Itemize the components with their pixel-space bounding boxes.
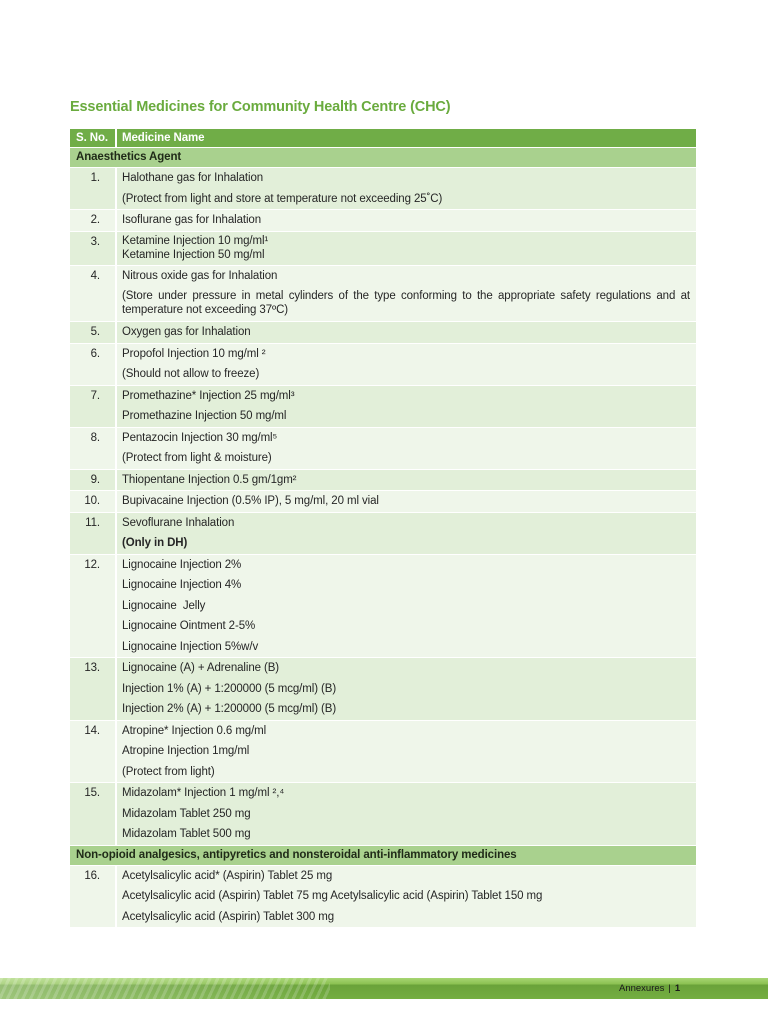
serial-number: 12. — [70, 554, 116, 658]
medicine-line: (Store under pressure in metal cylinders of the type conforming to the appropriate safety regulations and at temperature not exceeding 37ºC) — [122, 290, 694, 316]
medicine-name-cell — [116, 265, 696, 322]
serial-number: 1. — [70, 168, 116, 210]
section-title: Non-opioid analgesics, antipyretics and nonsteroidal anti-inflammatory medicines — [70, 845, 696, 865]
medicine-line: Lignocaine Injection 2% — [122, 558, 242, 571]
medicine-line: Isoflurane gas for Inhalation — [122, 214, 262, 226]
medicine-row — [70, 168, 696, 210]
serial-number: 4. — [70, 265, 116, 322]
medicine-line: Promethazine* Injection 25 mg/ml³ — [122, 389, 295, 402]
medicine-name-cell — [116, 865, 696, 928]
page-footer — [619, 983, 680, 995]
serial-number: 8. — [70, 427, 116, 469]
medicine-name-cell — [116, 322, 696, 344]
medicine-row — [70, 343, 696, 385]
medicine-name-cell — [116, 231, 696, 265]
section-title: Anaesthetics Agent — [70, 148, 696, 168]
serial-number: 9. — [70, 469, 116, 491]
medicine-line: Lignocaine Ointment 2-5% — [122, 620, 256, 632]
medicine-row — [70, 658, 696, 721]
section-row — [70, 845, 696, 865]
medicine-line: Bupivacaine Injection (0.5% IP), 5 mg/ml, 20 ml vial — [122, 495, 379, 507]
page-title: Essential Medicines for Community Health Centre (CHC) — [70, 99, 451, 115]
medicine-name-cell — [116, 385, 696, 427]
medicine-line: Propofol Injection 10 mg/ml ² — [122, 347, 266, 360]
medicine-row — [70, 512, 696, 554]
serial-number: 5. — [70, 322, 116, 344]
section-row — [70, 148, 696, 168]
medicine-table — [70, 129, 696, 928]
medicine-row — [70, 720, 696, 783]
medicine-row — [70, 265, 696, 322]
medicine-line: Midazolam Tablet 250 mg — [122, 807, 251, 820]
medicine-name-cell — [116, 720, 696, 783]
medicine-line: Ketamine Injection 10 mg/ml¹ — [122, 234, 269, 247]
medicine-line: Midazolam Tablet 500 mg — [122, 828, 251, 840]
medicine-line: Lignocaine Jelly — [122, 599, 206, 612]
medicine-line: Atropine* Injection 0.6 mg/ml — [122, 724, 267, 737]
serial-number: 14. — [70, 720, 116, 783]
medicine-name-column-header: Medicine Name — [116, 129, 696, 148]
medicine-row — [70, 322, 696, 344]
serial-number: 3. — [70, 231, 116, 265]
medicine-name-cell — [116, 343, 696, 385]
medicine-line: Lignocaine Injection 4% — [122, 579, 242, 591]
footer-section-label: Annexures — [619, 983, 665, 994]
medicine-line: (Protect from light) — [122, 765, 215, 778]
medicine-table-body — [70, 148, 696, 928]
medicine-name-cell — [116, 469, 696, 491]
medicine-line: Ketamine Injection 50 mg/ml — [122, 249, 265, 261]
serial-number: 2. — [70, 210, 116, 232]
medicine-row — [70, 491, 696, 513]
medicine-line: (Should not allow to freeze) — [122, 368, 260, 380]
medicine-line: Nitrous oxide gas for Inhalation — [122, 269, 278, 282]
medicine-name-cell — [116, 491, 696, 513]
serial-number: 16. — [70, 865, 116, 928]
medicine-name-cell — [116, 554, 696, 658]
medicine-row — [70, 385, 696, 427]
medicine-line: Promethazine Injection 50 mg/ml — [122, 410, 287, 422]
sno-column-header: S. No. — [70, 129, 116, 148]
serial-number: 11. — [70, 512, 116, 554]
medicine-row — [70, 427, 696, 469]
serial-number: 10. — [70, 491, 116, 513]
medicine-row — [70, 865, 696, 928]
medicine-name-cell — [116, 168, 696, 210]
medicine-name-cell — [116, 427, 696, 469]
medicine-name-cell — [116, 658, 696, 721]
header-row — [70, 129, 696, 148]
medicine-name-cell — [116, 512, 696, 554]
medicine-line: Acetylsalicylic acid (Aspirin) Tablet 300 mg — [122, 910, 335, 923]
serial-number: 13. — [70, 658, 116, 721]
serial-number: 7. — [70, 385, 116, 427]
medicine-row — [70, 210, 696, 232]
medicine-row — [70, 469, 696, 491]
medicine-line: (Protect from light and store at temperature not exceeding 25˚C) — [122, 192, 443, 205]
serial-number: 6. — [70, 343, 116, 385]
medicine-line: Acetylsalicylic acid* (Aspirin) Tablet 25 mg — [122, 869, 333, 882]
medicine-line: Oxygen gas for Inhalation — [122, 326, 251, 338]
medicine-name-cell — [116, 210, 696, 232]
medicine-line: Lignocaine (A) + Adrenaline (B) — [122, 662, 280, 674]
medicine-line: Halothane gas for Inhalation — [122, 172, 264, 184]
medicine-row — [70, 783, 696, 846]
medicine-line: Injection 1% (A) + 1:200000 (5 mcg/ml) (B) — [122, 682, 337, 695]
footer-bar-pattern — [0, 978, 330, 999]
serial-number: 15. — [70, 783, 116, 846]
footer-separator: | — [668, 983, 671, 994]
page-number: 1 — [674, 983, 681, 994]
medicine-line: Thiopentane Injection 0.5 gm/1gm² — [122, 473, 297, 486]
table-header — [70, 129, 696, 148]
medicine-line: Lignocaine Injection 5%w/v — [122, 640, 259, 653]
medicine-line: (Protect from light & moisture) — [122, 452, 272, 464]
medicine-line: Sevoflurane Inhalation — [122, 516, 235, 529]
medicine-line: Atropine Injection 1mg/ml — [122, 745, 250, 757]
medicine-line: Injection 2% (A) + 1:200000 (5 mcg/ml) (B) — [122, 703, 337, 715]
medicine-row — [70, 231, 696, 265]
medicine-line: Acetylsalicylic acid (Aspirin) Tablet 75 mg Acetylsalicylic acid (Aspirin) Tablet 150 mg — [122, 890, 543, 902]
medicine-line: Midazolam* Injection 1 mg/ml ²,⁴ — [122, 787, 285, 799]
medicine-row — [70, 554, 696, 658]
medicine-name-cell — [116, 783, 696, 846]
medicine-line: (Only in DH) — [122, 537, 188, 549]
medicine-line: Pentazocin Injection 30 mg/ml⁵ — [122, 431, 278, 444]
